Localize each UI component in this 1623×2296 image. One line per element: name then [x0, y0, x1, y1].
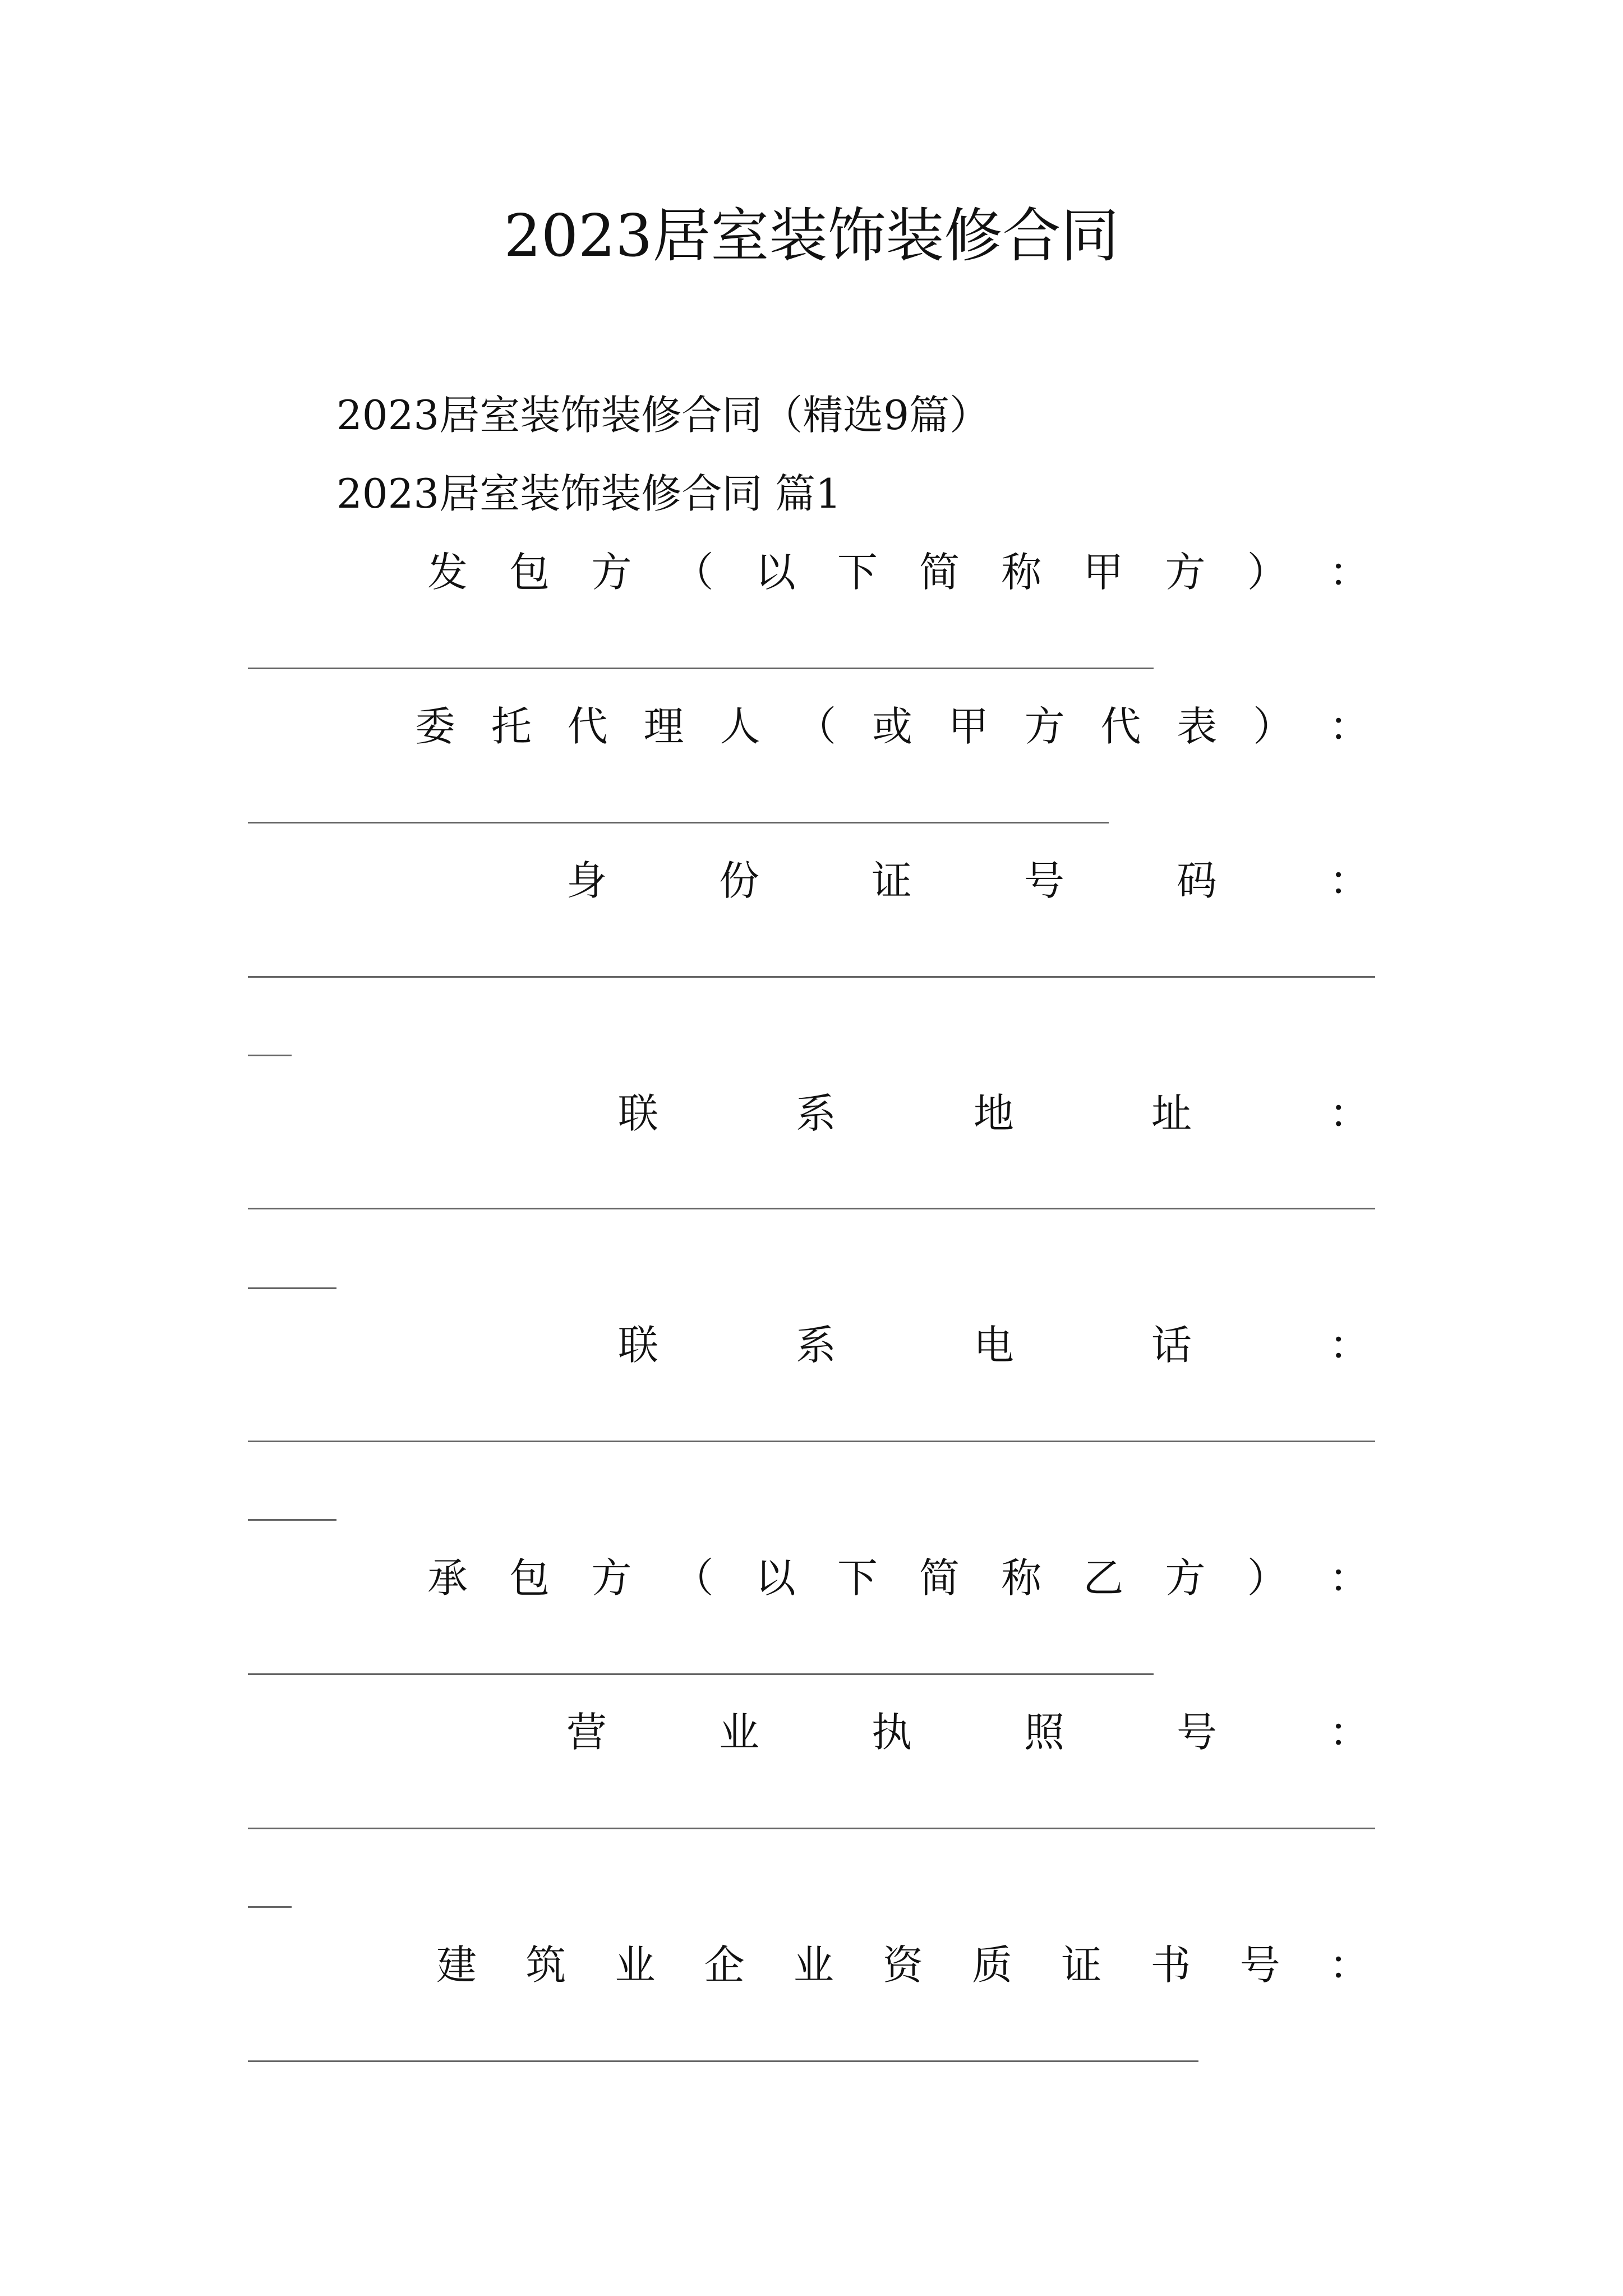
label-char: 企	[704, 1941, 745, 1989]
label-char: 营	[566, 1709, 607, 1756]
blank-line-continuation	[248, 1906, 292, 1908]
label-char: ）	[1253, 703, 1294, 750]
field-label-qualification-cert	[436, 1937, 1370, 1993]
label-char: 址	[1151, 1090, 1192, 1137]
field-label-agent	[415, 698, 1370, 754]
label-char: 系	[795, 1322, 836, 1369]
label-char: ）	[1247, 549, 1288, 596]
label-char: ）	[1247, 1554, 1288, 1602]
label-char: 证	[1061, 1941, 1102, 1989]
label-char: 委	[415, 703, 456, 750]
label-char: 业	[793, 1941, 834, 1989]
label-char: 托	[491, 703, 532, 750]
blank-line	[248, 1441, 1375, 1442]
label-char: 下	[837, 1554, 878, 1602]
label-char: 筑	[525, 1941, 566, 1989]
label-char: 方	[591, 1554, 632, 1602]
label-char: 执	[871, 1709, 912, 1756]
label-char: 联	[618, 1322, 659, 1369]
field-label-phone	[618, 1317, 1370, 1373]
field-label-address	[618, 1085, 1370, 1142]
label-char: 业	[615, 1941, 656, 1989]
label-char: 方	[1165, 1554, 1206, 1602]
label-char: ：	[1329, 1090, 1370, 1137]
label-char: 号	[1023, 857, 1064, 904]
label-char: ：	[1329, 857, 1370, 904]
blank-line	[248, 1828, 1375, 1829]
document-title: 2023居室装饰装修合同	[504, 201, 1119, 270]
label-char: 发	[427, 549, 468, 596]
field-label-contractor	[427, 1550, 1370, 1606]
document-subtitle: 2023居室装饰装修合同（精选9篇）	[336, 392, 990, 439]
label-char: 业	[718, 1709, 759, 1756]
label-char: 或	[872, 703, 912, 750]
label-char: 下	[837, 549, 878, 596]
field-label-business-license	[566, 1704, 1370, 1760]
label-char: 方	[1165, 549, 1206, 596]
blank-line	[248, 668, 1154, 669]
label-char: ：	[1329, 1322, 1370, 1369]
blank-line	[248, 1673, 1154, 1675]
label-char: 系	[795, 1090, 836, 1137]
label-char: 人	[720, 703, 760, 750]
label-char: 份	[718, 857, 759, 904]
label-char: 简	[919, 1554, 960, 1602]
label-char: 承	[427, 1554, 468, 1602]
label-char: 建	[436, 1941, 477, 1989]
label-char: 方	[591, 549, 632, 596]
field-label-client	[427, 544, 1370, 600]
label-char: 证	[871, 857, 912, 904]
blank-line-continuation	[248, 1055, 292, 1056]
label-char: 称	[1001, 1554, 1042, 1602]
label-char: 质	[972, 1941, 1013, 1989]
label-char: 代	[567, 703, 608, 750]
label-char: ：	[1329, 1554, 1370, 1602]
label-char: ：	[1329, 703, 1370, 750]
label-char: ：	[1329, 1941, 1370, 1989]
label-char: 号	[1176, 1709, 1217, 1756]
label-char: 码	[1176, 857, 1217, 904]
label-char: 包	[509, 549, 550, 596]
blank-line	[248, 822, 1109, 823]
label-char: 电	[973, 1322, 1014, 1369]
blank-line	[248, 976, 1375, 978]
label-char: 地	[973, 1090, 1014, 1137]
section-heading: 2023居室装饰装修合同 篇1	[336, 470, 841, 517]
label-char: 以	[755, 549, 796, 596]
label-char: 甲	[1083, 549, 1124, 596]
label-char: 方	[1024, 703, 1065, 750]
label-char: 理	[643, 703, 684, 750]
blank-line-continuation	[248, 1287, 336, 1289]
label-char: 资	[882, 1941, 923, 1989]
label-char: （	[796, 703, 837, 750]
label-char: 称	[1001, 549, 1042, 596]
label-char: 代	[1100, 703, 1141, 750]
blank-line	[248, 1208, 1375, 1209]
label-char: 照	[1023, 1709, 1064, 1756]
label-char: 表	[1177, 703, 1218, 750]
label-char: 乙	[1083, 1554, 1124, 1602]
blank-line-continuation	[248, 1519, 336, 1521]
label-char: 身	[566, 857, 607, 904]
label-char: ：	[1329, 1709, 1370, 1756]
label-char: （	[673, 549, 714, 596]
label-char: ：	[1329, 549, 1370, 596]
label-char: 简	[919, 549, 960, 596]
label-char: 话	[1151, 1322, 1192, 1369]
label-char: 书	[1150, 1941, 1191, 1989]
label-char: （	[673, 1554, 714, 1602]
label-char: 联	[618, 1090, 659, 1137]
label-char: 号	[1239, 1941, 1280, 1989]
label-char: 以	[755, 1554, 796, 1602]
field-label-id-number	[566, 853, 1370, 909]
label-char: 甲	[948, 703, 989, 750]
label-char: 包	[509, 1554, 550, 1602]
blank-line	[248, 2060, 1198, 2062]
